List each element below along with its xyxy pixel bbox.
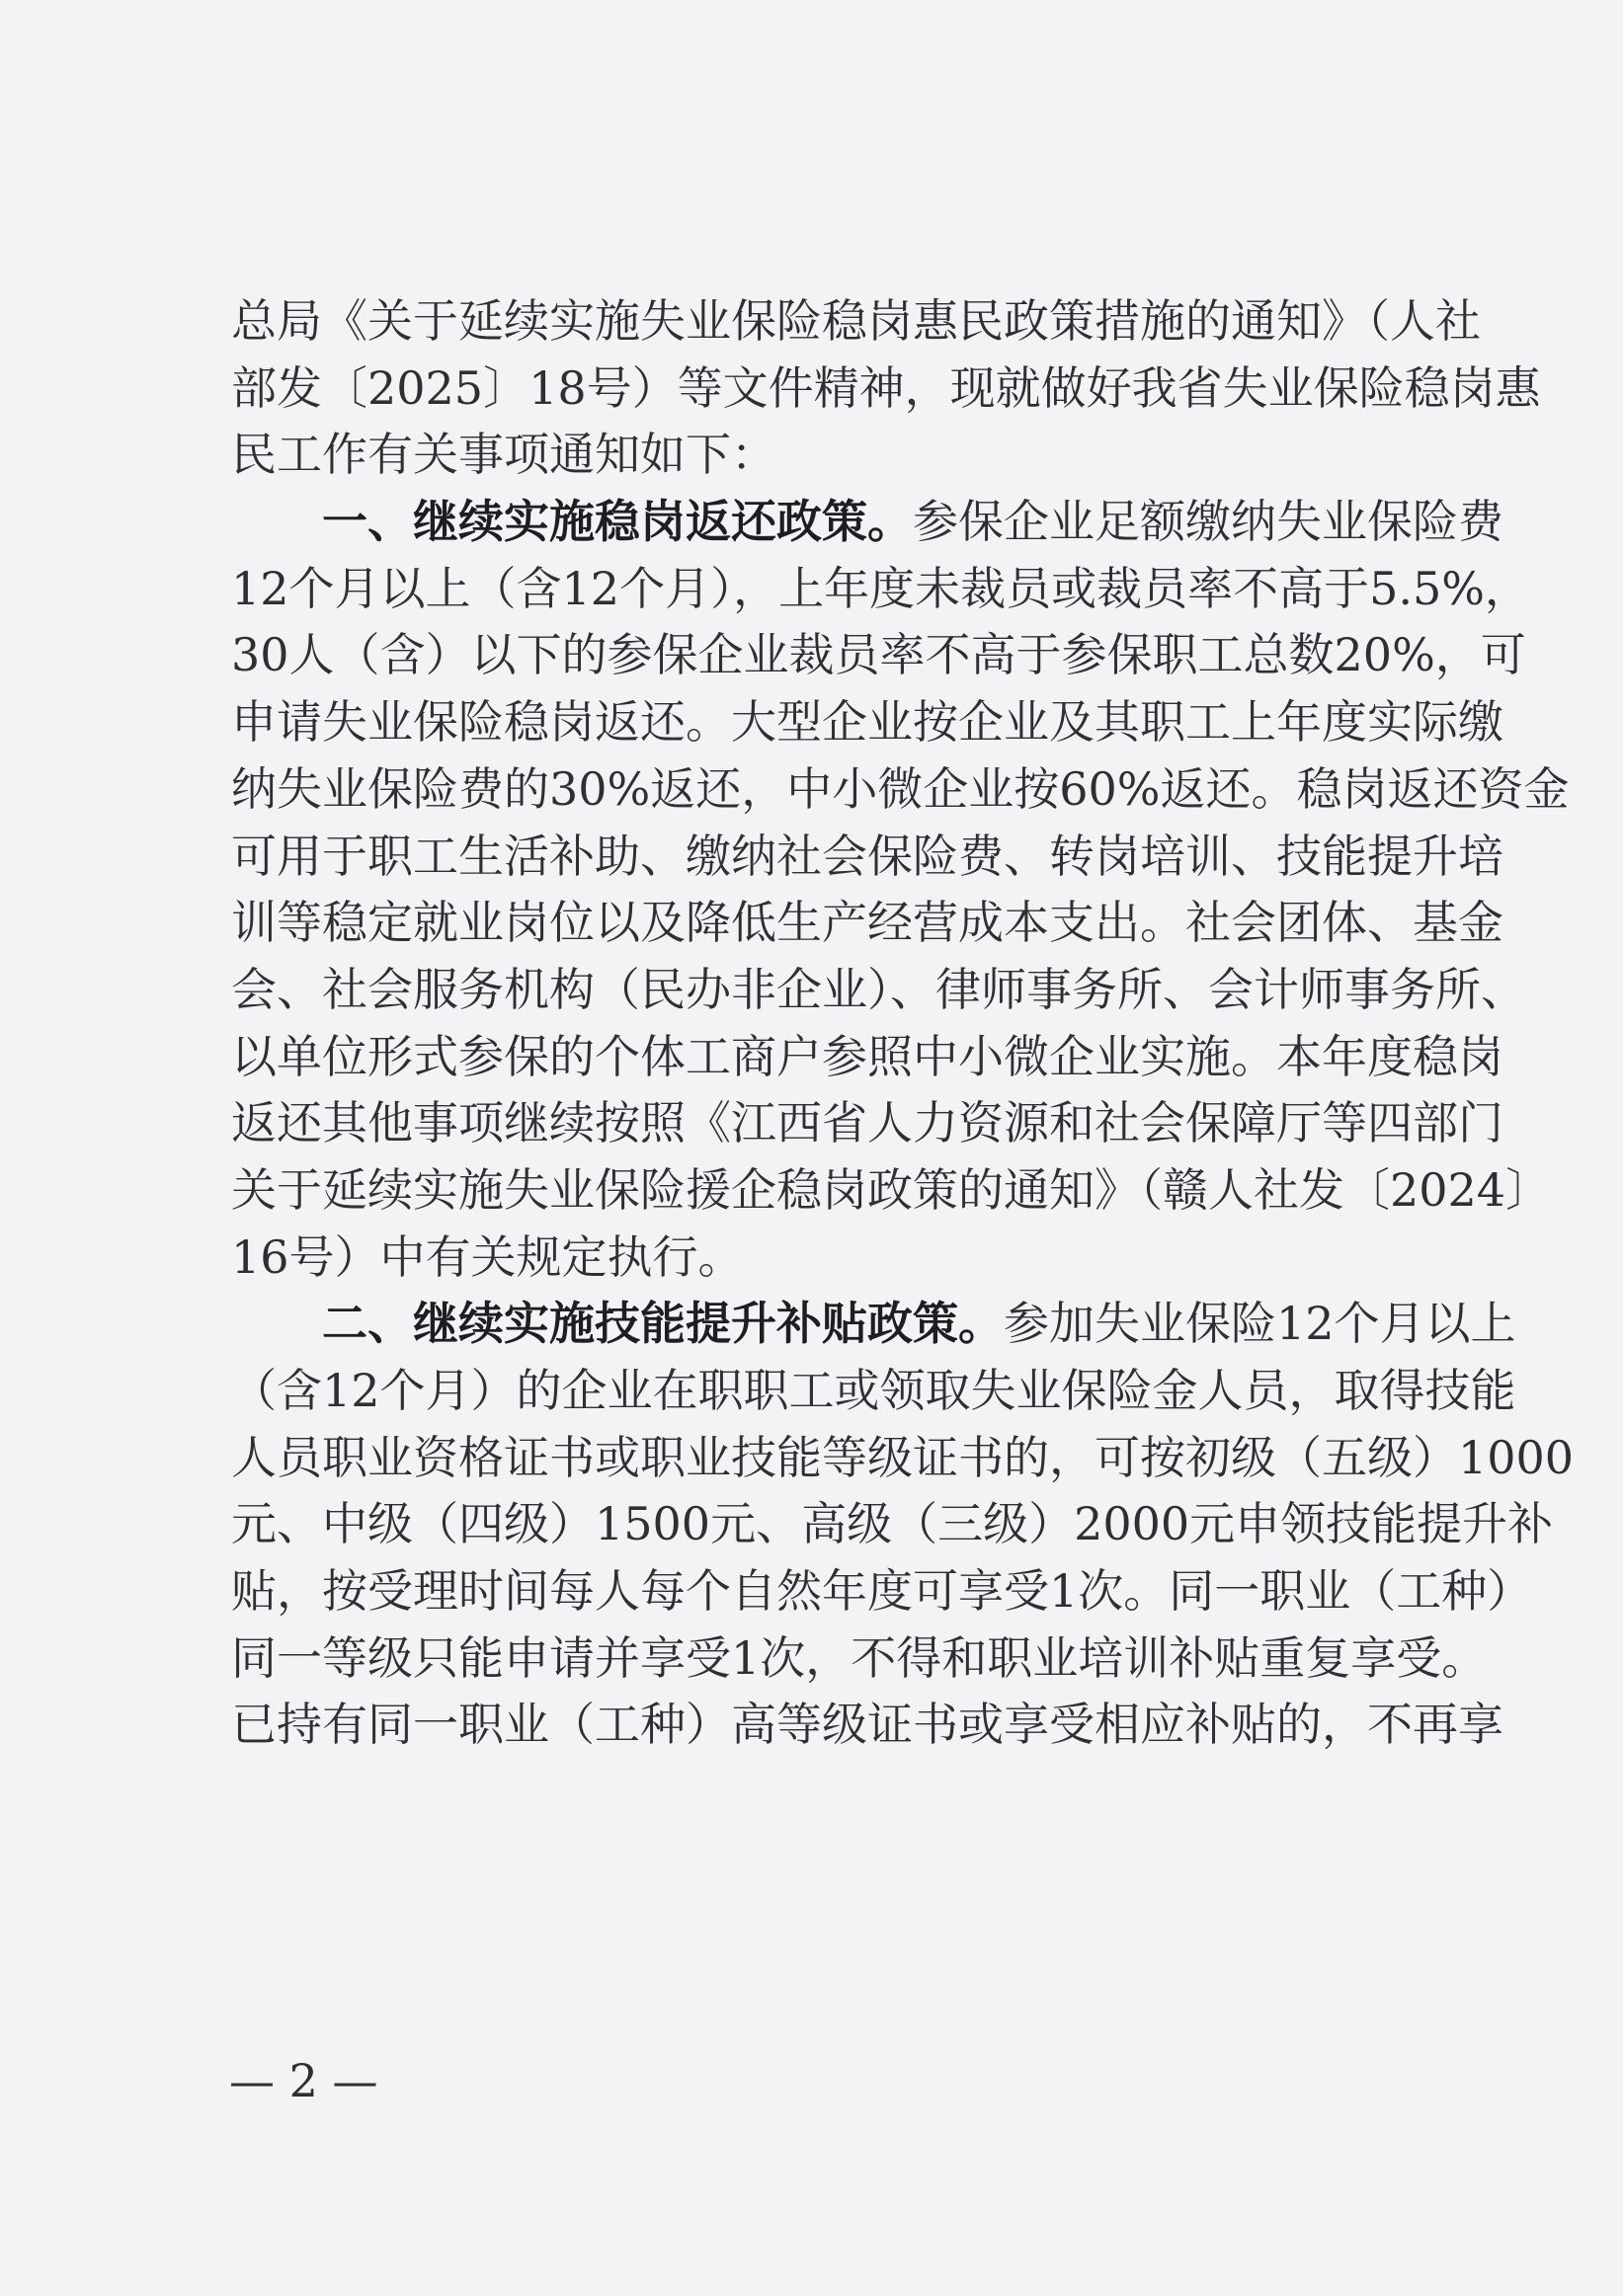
body-line: 民工作有关事项通知如下： xyxy=(231,428,776,482)
body-line: 元、中级（四级）1500元、高级（三级）2000元申领技能提升补 xyxy=(231,1497,1554,1551)
body-line: （含12个月）的企业在职职工或领取失业保险金人员，取得技能 xyxy=(231,1364,1516,1417)
body-line: 以单位形式参保的个体工商户参照中小微企业实施。本年度稳岗 xyxy=(231,1029,1503,1083)
body-line: 会、社会服务机构（民办非企业）、律师事务所、会计师事务所、 xyxy=(231,962,1526,1016)
body-text: 参保企业足额缴纳失业保险费 xyxy=(913,495,1503,549)
body-line: 总局《关于延续实施失业保险稳岗惠民政策措施的通知》（人社 xyxy=(231,294,1481,348)
body-line: 返还其他事项继续按照《江西省人力资源和社会保障厅等四部门 xyxy=(231,1096,1503,1150)
body-line: 30人（含）以下的参保企业裁员率不高于参保职工总数20%，可 xyxy=(231,628,1526,682)
section-heading-line xyxy=(231,1291,1516,1358)
body-line: 部发〔2025〕18号）等文件精神，现就做好我省失业保险稳岗惠 xyxy=(231,360,1541,415)
section-heading-2: 二、继续实施技能提升补贴政策。 xyxy=(322,1297,1004,1351)
body-line: 纳失业保险费的30%返还，中小微企业按60%返还。稳岗返还资金 xyxy=(231,761,1570,816)
section-heading-1: 一、继续实施稳岗返还政策。 xyxy=(322,495,913,549)
body-line: 12个月以上（含12个月），上年度未裁员或裁员率不高于5.5%， xyxy=(231,561,1530,615)
body-line: 同一等级只能申请并享受1次，不得和职业培训补贴重复享受。 xyxy=(231,1630,1488,1685)
page-number: — 2 — xyxy=(229,2054,378,2107)
body-line: 人员职业资格证书或职业技能等级证书的，可按初级（五级）1000 xyxy=(231,1430,1575,1484)
document-body xyxy=(231,288,1575,1759)
body-line: 贴，按受理时间每人每个自然年度可享受1次。同一职业（工种） xyxy=(231,1564,1533,1619)
section-heading-line xyxy=(231,489,1503,556)
body-line: 已持有同一职业（工种）高等级证书或享受相应补贴的，不再享 xyxy=(231,1698,1503,1752)
body-line: 可用于职工生活补助、缴纳社会保险费、转岗培训、技能提升培 xyxy=(231,829,1503,883)
body-line: 训等稳定就业岗位以及降低生产经营成本支出。社会团体、基金 xyxy=(231,896,1503,950)
body-text: 参加失业保险12个月以上 xyxy=(1004,1297,1516,1351)
body-line: 关于延续实施失业保险援企稳岗政策的通知》（赣人社发〔2024〕 xyxy=(231,1162,1552,1217)
body-line: 申请失业保险稳岗返还。大型企业按企业及其职工上年度实际缴 xyxy=(231,695,1503,750)
body-line: 16号）中有关规定执行。 xyxy=(231,1229,744,1284)
